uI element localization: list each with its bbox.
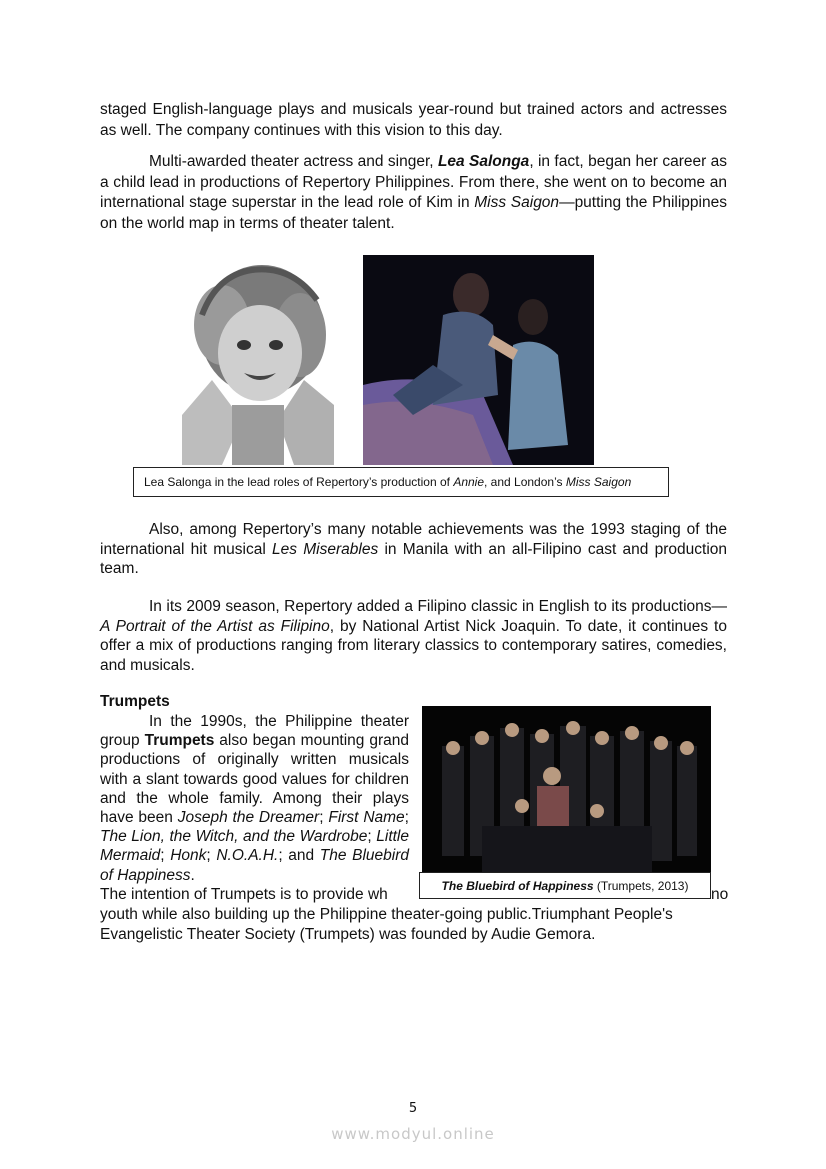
caption-annie: Annie [453,475,485,489]
photo-bluebird-cast [422,706,711,874]
play-title: The Bluebird of Happiness [100,847,409,884]
paragraph-les-miserables [100,520,727,579]
text-run: Also, among Repertory’s many notable achievements was the 1993 staging of the international hit musical [100,521,727,558]
play-title: Little Mermaid [100,828,409,865]
text-line: youth while also building up the Philippine theater-going public.Triumphant People's [100,906,673,923]
caption-bluebird [419,872,711,899]
play-title: The Lion, the Witch, and the Wardrobe [100,828,368,846]
text-run: In its 2009 season, Repertory added a Filipino classic in English to its productions— [149,598,727,615]
text-run: ; [367,828,377,846]
paragraph-trumpets [100,712,409,885]
paragraph-repertory-intro: staged English-language plays and musicals year-round but trained actors and actresses as well. The company continues with this vision to this day. [100,101,727,139]
watermark-url: www.modyul.online [331,1125,495,1143]
text-run: ; and [278,847,320,865]
text-run: , by National Artist Nick Joaquin. To date, it continues to offer a mix of productions ranging from literary classics to contemporary satires, comedies, and musicals. [100,617,727,674]
text-run: —putting the Philippines on the world map in terms of theater talent. [100,194,727,232]
paragraph-lea-salonga [100,152,727,234]
text-run: ; [319,809,329,827]
paragraph-2009-season [100,597,727,675]
text-run: ; [206,847,217,865]
text-run: also began mounting grand productions of originally written musicals with a slant towards good values for children and the whole family. Among their plays have been [100,732,409,827]
text-run: ; [404,809,409,827]
text-line: Evangelistic Theater Society (Trumpets) was founded by Audie Gemora. [100,926,596,943]
play-title: N.O.A.H. [216,847,279,865]
text-run: In the 1990s, the Philippine theater group [100,713,409,750]
play-title: First Name [328,809,405,827]
text-run: . [190,866,195,884]
play-title: Joseph the Dreamer [177,809,320,827]
text-line-partial-right: no [711,886,729,903]
page-number: 5 [408,1101,418,1116]
group-trumpets: Trumpets [144,732,215,750]
caption-text: Lea Salonga in the lead roles of Repertory’s production of [144,475,454,489]
play-title: Honk [170,847,207,865]
text-run: , in fact, began her career as a child lead in productions of Repertory Philippines. From there, she went on to become an international stage superstar in the lead role of Kim in [100,153,727,211]
caption-text: (Trumpets, 2013) [593,879,689,893]
text-run: in Manila with an all-Filipino cast and production team. [100,540,727,577]
title-portrait-artist: A Portrait of the Artist as Filipino [100,617,330,635]
name-lea-salonga: Lea Salonga [437,153,530,170]
text-line-partial-left: The intention of Trumpets is to provide wh [100,886,388,903]
title-miss-saigon: Miss Saigon [474,194,560,211]
text-run: Multi-awarded theater actress and singer, [149,153,438,170]
caption-text: , and London’s [484,475,566,489]
caption-lea-salonga [133,467,669,497]
photo-annie [182,255,334,465]
title-les-miserables: Les Miserables [272,540,379,558]
caption-miss-saigon: Miss Saigon [565,475,632,489]
section-heading-trumpets: Trumpets [100,693,170,710]
caption-bluebird-title: The Bluebird of Happiness [441,879,594,893]
photo-miss-saigon [363,255,594,465]
text-run: ; [160,847,171,865]
